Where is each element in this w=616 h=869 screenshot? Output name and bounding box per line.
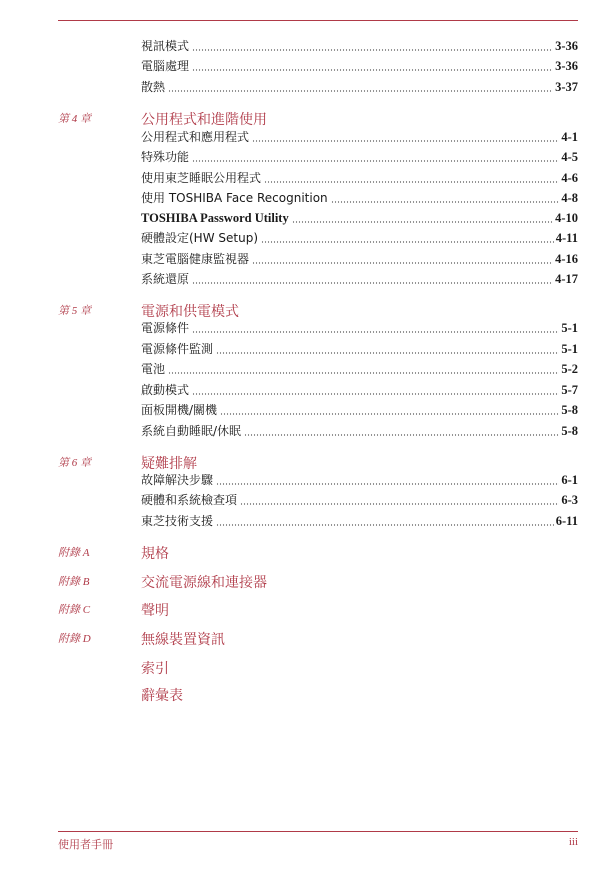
chapter-label: 第 5 章	[58, 305, 91, 317]
chapter-title-link[interactable]: 無線裝置資訊	[141, 632, 225, 648]
toc-entry[interactable]	[141, 382, 578, 398]
chapter-label: 附錄 D	[58, 633, 91, 645]
dot-leader	[292, 221, 553, 223]
toc-entry-page: 3-36	[555, 59, 578, 73]
chapter-title-link[interactable]: 疑難排解	[141, 456, 197, 472]
toc-entry-page: 4-1	[561, 130, 578, 144]
chapter-label: 第 6 章	[58, 457, 91, 469]
toc-entry[interactable]	[141, 149, 578, 165]
toc-entry-page: 4-11	[555, 231, 578, 245]
dot-leader	[261, 241, 554, 243]
toc-entry[interactable]	[141, 170, 578, 186]
toc-entry[interactable]	[141, 230, 578, 246]
toc-entry-text: 視訊模式	[141, 39, 190, 53]
chapter-title-link[interactable]: 交流電源線和連接器	[141, 575, 267, 591]
toc-entry-text: 電源條件監測	[141, 342, 214, 356]
dot-leader	[192, 393, 559, 395]
toc-entry[interactable]	[141, 38, 578, 54]
dot-leader	[264, 181, 559, 183]
toc-entry-page: 4-5	[561, 150, 578, 164]
toc-entry[interactable]	[141, 423, 578, 439]
dot-leader	[240, 503, 559, 505]
chapter-label: 附錄 A	[58, 547, 90, 559]
toc-entry-text: TOSHIBA Password Utility	[141, 211, 289, 225]
toc-entry[interactable]	[141, 341, 578, 357]
chapter-title-link[interactable]: 公用程式和進階使用	[141, 112, 267, 128]
chapter-title-link[interactable]: 聲明	[141, 603, 169, 619]
dot-leader	[252, 262, 553, 264]
toc-entry-page: 4-6	[561, 171, 578, 185]
toc-entry[interactable]	[141, 129, 578, 145]
dot-leader	[216, 524, 554, 526]
toc-entry[interactable]	[141, 210, 578, 226]
toc-entry-text: 東芝技術支援	[141, 514, 214, 528]
toc-entry-page: 5-8	[561, 424, 578, 438]
toc-entry-page: 4-10	[555, 211, 578, 225]
chapter-title-link[interactable]: 規格	[141, 546, 169, 562]
toc-entry-page: 5-1	[561, 342, 578, 356]
dot-leader	[192, 49, 553, 51]
footer-manual-title: 使用者手冊	[58, 838, 113, 851]
dot-leader	[331, 201, 560, 203]
dot-leader	[216, 483, 559, 485]
toc-entry-text: 公用程式和應用程式	[141, 130, 250, 144]
dot-leader	[192, 160, 559, 162]
toc-entry-text: 電腦處理	[141, 59, 190, 73]
toc-entry[interactable]	[141, 79, 578, 95]
toc-entry-page: 5-1	[561, 321, 578, 335]
toc-entry[interactable]	[141, 320, 578, 336]
toc-entry-page: 5-7	[561, 383, 578, 397]
toc-entry-text: 電池	[141, 362, 166, 376]
chapter-label: 附錄 B	[58, 576, 90, 588]
dot-leader	[192, 69, 553, 71]
chapter-title-link[interactable]: 電源和供電模式	[141, 304, 239, 320]
toc-entry[interactable]	[141, 402, 578, 418]
toc-entry-text: 啟動模式	[141, 383, 190, 397]
toc-entry-page: 4-17	[555, 272, 578, 286]
toc-entry[interactable]	[141, 271, 578, 287]
toc-entry[interactable]	[141, 251, 578, 267]
toc-entry-page: 4-16	[555, 252, 578, 266]
dot-leader	[244, 434, 559, 436]
toc-entry-text: 特殊功能	[141, 150, 190, 164]
toc-entry-page: 3-37	[555, 80, 578, 94]
chapter-title-link[interactable]: 索引	[141, 661, 169, 677]
toc-entry-page: 5-8	[561, 403, 578, 417]
toc-entry-text: 故障解決步驟	[141, 473, 214, 487]
toc-entry-page: 5-2	[561, 362, 578, 376]
dot-leader	[192, 282, 553, 284]
toc-entry-page: 4-8	[561, 191, 578, 205]
toc-entry-text: 使用 TOSHIBA Face Recognition	[141, 191, 328, 205]
toc-entry-text: 系統自動睡眠/休眠	[141, 424, 242, 438]
toc-entry[interactable]	[141, 58, 578, 74]
dot-leader	[168, 90, 553, 92]
footer-rule	[58, 831, 578, 832]
toc-entry-text: 散熱	[141, 80, 166, 94]
toc-entry-text: 使用東芝睡眠公用程式	[141, 171, 262, 185]
toc-entry[interactable]	[141, 472, 578, 488]
toc-entry-text: 電源條件	[141, 321, 190, 335]
toc-entry-text: 面板開機/關機	[141, 403, 218, 417]
footer-page-number: iii	[568, 836, 578, 848]
toc-entry[interactable]	[141, 513, 578, 529]
chapter-label: 第 4 章	[58, 113, 91, 125]
toc-entry-text: 東芝電腦健康監視器	[141, 252, 250, 266]
toc-entry-page: 6-11	[555, 514, 578, 528]
toc-entry-page: 3-36	[555, 39, 578, 53]
toc-entry-text: 硬體設定(HW Setup)	[141, 231, 258, 245]
dot-leader	[220, 413, 559, 415]
dot-leader	[168, 372, 559, 374]
dot-leader	[216, 352, 559, 354]
dot-leader	[252, 140, 559, 142]
toc-entry[interactable]	[141, 190, 578, 206]
toc-entry[interactable]	[141, 492, 578, 508]
dot-leader	[192, 331, 559, 333]
toc-entry-page: 6-1	[561, 473, 578, 487]
toc-entry[interactable]	[141, 361, 578, 377]
toc-entry-page: 6-3	[561, 493, 578, 507]
toc-entry-text: 系統還原	[141, 272, 190, 286]
chapter-label: 附錄 C	[58, 604, 91, 616]
chapter-title-link[interactable]: 辭彙表	[141, 688, 183, 704]
toc-entry-text: 硬體和系統檢查項	[141, 493, 238, 507]
